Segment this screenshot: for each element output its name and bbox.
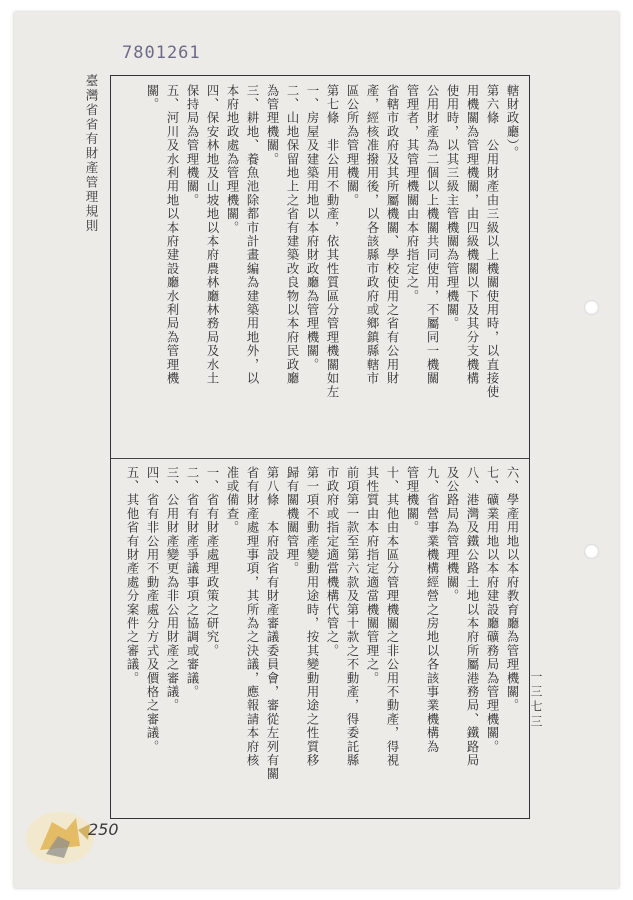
text-column: 公用財產為二個以上機關共同使用，不屬同一機關 [425, 84, 439, 386]
text-column: 管理機關。 [405, 466, 419, 535]
text-column: 五、河川及水利用地以本府建設廳水利局為管理機 [165, 84, 179, 386]
text-column: 用機關為管理機關，由四級機關以下及其分支機構 [465, 84, 479, 386]
text-column: 產，經核准撥用後，以各該縣市政府或鄉鎮縣轄市 [365, 84, 379, 386]
text-column: 轄財政廳）。 [505, 84, 519, 161]
text-column: 管理者，其管理機關由本府指定之。 [405, 84, 419, 304]
binder-hole-top [584, 300, 599, 315]
text-column: 四、省有非公用不動產處分方式及價格之審議。 [145, 466, 159, 754]
text-column: 第七條 非公用不動產，依其性質區分管理機關如左 [325, 84, 339, 400]
text-column: 五、其他省有財產處分案件之審議。 [125, 466, 139, 686]
text-column: 八、港灣及鐵公路土地以本府所屬港務局、鐵路局 [465, 466, 479, 768]
text-column: 第六條 公用財產由三級以上機關使用時，以直接使 [485, 84, 499, 400]
text-column: 使用時，以其三級主管機關為管理機關。 [445, 84, 459, 331]
text-column: 六、學產用地以本府教育廳為管理機關。 [505, 466, 519, 713]
text-column: 四、保安林地及山坡地以本府農林廳林務局及水土 [205, 84, 219, 386]
regulation-title: 臺灣省省有財產管理規則 [84, 74, 99, 234]
text-column: 第一項不動產變動用途時，按其變動用途之性質移 [305, 466, 319, 768]
page-number: 一三七三 [529, 670, 543, 730]
text-column: 及公路局為管理機關。 [445, 466, 459, 603]
text-column: 為管理機關。 [265, 84, 279, 167]
text-column: 一、房屋及建築用地以本府財政廳為管理機關。 [305, 84, 319, 372]
text-column: 二、省有財產爭議事項之協調或審議。 [185, 466, 199, 699]
section-divider [111, 458, 529, 459]
text-column: 前項第一款至第六款及第十款之不動產，得委託縣 [345, 466, 359, 768]
text-column: 市政府或指定適當機構代管之。 [325, 466, 339, 658]
text-column: 本府地政處為管理機關。 [225, 84, 239, 235]
handwritten-number: 250 [88, 820, 119, 839]
text-column: 二、山地保留地上之省有建築改良物以本府民政廳 [285, 84, 299, 386]
text-column: 其性質由本府指定適當機關管理之。 [365, 466, 379, 686]
text-column: 省有財產處理事項，其所為之決議，應報請本府核 [245, 466, 259, 768]
text-column: 區公所為管理機關。 [345, 84, 359, 208]
text-column: 十、其他由本區分管理機關之非公用不動產，得視 [385, 466, 399, 768]
text-column: 三、耕地、養魚池除都市計畫編為建築用地外，以 [245, 84, 259, 386]
text-column: 七、礦業用地以本府建設廳礦務局為管理機關。 [485, 466, 499, 754]
text-column: 九、省營事業機構經營之房地以各該事業機構為 [425, 466, 439, 754]
binder-hole-bottom [584, 544, 599, 559]
text-column: 三、公用財產變更為非公用財產之審議。 [165, 466, 179, 713]
text-column: 關。 [145, 84, 159, 112]
text-column: 第八條 本府設省有財產審議委員會，審從左列有關 [265, 466, 279, 782]
text-column: 准或備查。 [225, 466, 239, 535]
document-number: 7801261 [122, 43, 201, 63]
text-column: 省轄市政府及其所屬機關、學校使用之省有公用財 [385, 84, 399, 386]
bottom-text-block [119, 466, 521, 810]
text-column: 一、省有財產處理政策之研究。 [205, 466, 219, 658]
text-column: 保持局為管理機關。 [185, 84, 199, 208]
text-frame [110, 75, 530, 819]
text-column: 歸有關機關管理。 [285, 466, 299, 576]
top-text-block [119, 84, 521, 452]
